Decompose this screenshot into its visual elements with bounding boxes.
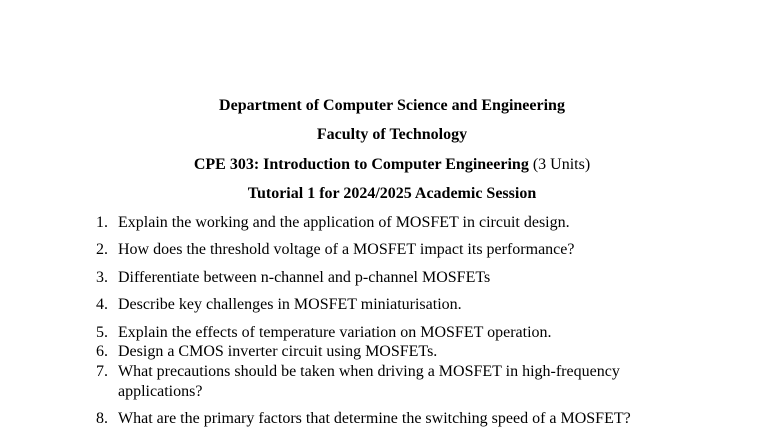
question-number: 6. xyxy=(96,343,108,360)
question-number: 7. xyxy=(96,363,108,380)
question-text: Explain the effects of temperature variation on MOSFET operation. xyxy=(118,324,552,341)
question-text: Describe key challenges in MOSFET miniaturisation. xyxy=(118,296,462,313)
question-text: What precautions should be taken when driving a MOSFET in high-frequency xyxy=(118,363,620,380)
tutorial-heading: Tutorial 1 for 2024/2025 Academic Session xyxy=(247,185,537,202)
question-number: 2. xyxy=(96,241,108,258)
course-heading xyxy=(0,155,784,175)
course-title: CPE 303: Introduction to Computer Engineering xyxy=(193,156,529,173)
question-number: 8. xyxy=(96,410,108,427)
question-text: Explain the working and the application of MOSFET in circuit design. xyxy=(118,214,570,231)
question-text: What are the primary factors that determine the switching speed of a MOSFET? xyxy=(118,410,631,427)
question-text: How does the threshold voltage of a MOSFET impact its performance? xyxy=(118,241,575,258)
question-number: 3. xyxy=(96,269,108,286)
question-number: 5. xyxy=(96,324,108,341)
question-number: 1. xyxy=(96,214,108,231)
question-number: 4. xyxy=(96,296,108,313)
department-heading: Department of Computer Science and Engineering xyxy=(219,97,565,114)
question-text: Design a CMOS inverter circuit using MOSFETs. xyxy=(118,343,438,360)
course-units: (3 Units) xyxy=(532,156,591,173)
question-text: Differentiate between n-channel and p-channel MOSFETs xyxy=(118,269,491,286)
question-text-continuation: applications? xyxy=(118,383,203,400)
faculty-heading: Faculty of Technology xyxy=(316,126,468,143)
